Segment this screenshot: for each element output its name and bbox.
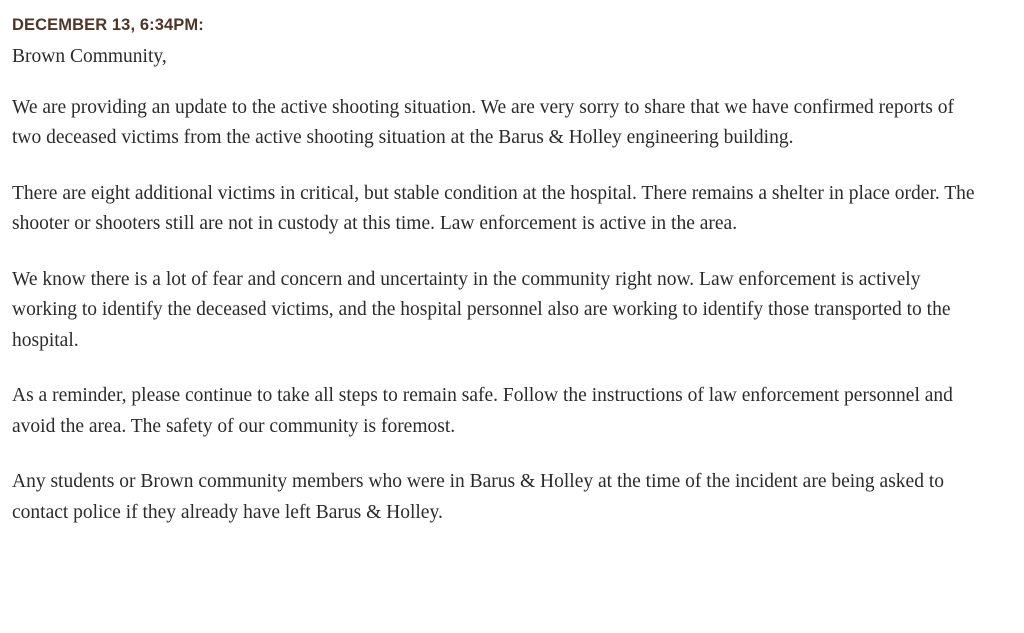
update-dateline: DECEMBER 13, 6:34PM: [12,16,204,34]
paragraph-safety-reminder: As a reminder, please continue to take all steps to remain safe. Follow the instructions of law enforcement personnel and avoid the area. The safety of our community is foremost. [12,385,953,437]
salutation: Brown Community, [12,46,167,67]
paragraph-shelter-in-place: There are eight additional victims in critical, but stable condition at the hospital. There remains a shelter in place order. The shooter or shooters still are not in custody at this time. Law enforcement is active in the area. [12,182,975,234]
paragraph-contact-police: Any students or Brown community members who were in Barus & Holley at the time of the incident are being asked to contact police if they already have left Barus & Holley. [12,471,945,523]
paragraph-victims-confirmed: We are providing an update to the active shooting situation. We are very sorry to share that we have confirmed reports of two deceased victims from the active shooting situation at the Barus & Holley engineering building. [12,96,954,148]
paragraph-community-concern: We know there is a lot of fear and concern and uncertainty in the community right now. Law enforcement is actively working to identify the deceased victims, and the hospital personnel also are working to identify those transported to the hospital. [12,268,951,351]
